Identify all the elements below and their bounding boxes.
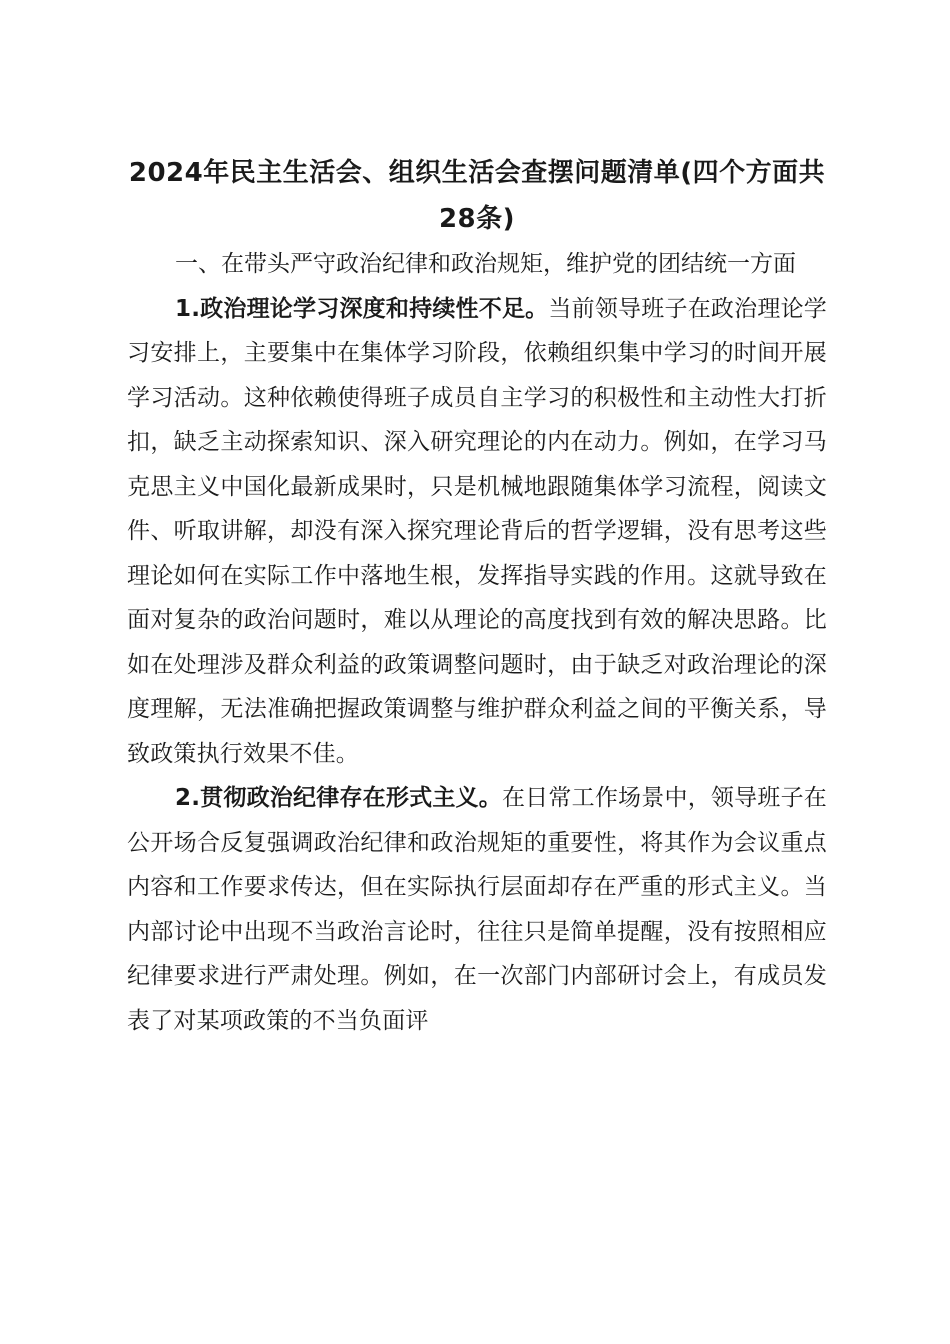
item-2-body: 在日常工作场景中，领导班子在公开场合反复强调政治纪律和政治规矩的重要性，将其作为会议重点内容和工作要求传达，但在实际执行层面却存在严重的形式主义。当内部讨论中出现不当政治言论时，往往只是简单提醒，没有按照相应纪律要求进行严肃处理。例如，在一次部门内部研讨会上，有成员发表了对某项政策的不当负面评 (127, 785, 827, 1034)
document-title: 2024年民主生活会、组织生活会查摆问题清单(四个方面共28条) (128, 158, 826, 234)
item-1-body: 当前领导班子在政治理论学习安排上，主要集中在集体学习阶段，依赖组织集中学习的时间开展学习活动。这种依赖使得班子成员自主学习的积极性和主动性大打折扣，缺乏主动探索知识、深入研究理论的内在动力。例如，在学习马克思主义中国化最新成果时，只是机械地跟随集体学习流程，阅读文件、听取讲解，却没有深入探究理论背后的哲学逻辑，没有思考这些理论如何在实际工作中落地生根，发挥指导实践的作用。这就导致在面对复杂的政治问题时，难以从理论的高度找到有效的解决思路。比如在处理涉及群众利益的政策调整问题时，由于缺乏对政治理论的深度理解，无法准确把握政策调整与维护群众利益之间的平衡关系，导致政策执行效果不佳。 (127, 295, 827, 767)
item-2-lead: 2.贯彻政治纪律存在形式主义。 (175, 785, 502, 811)
document-page (127, 150, 827, 1043)
item-2-paragraph (127, 776, 827, 1043)
item-1-paragraph (127, 287, 827, 777)
section-1-heading: 一、在带头严守政治纪律和政治规矩，维护党的团结统一方面 (175, 251, 796, 277)
item-1-lead: 1.政治理论学习深度和持续性不足。 (175, 295, 549, 322)
